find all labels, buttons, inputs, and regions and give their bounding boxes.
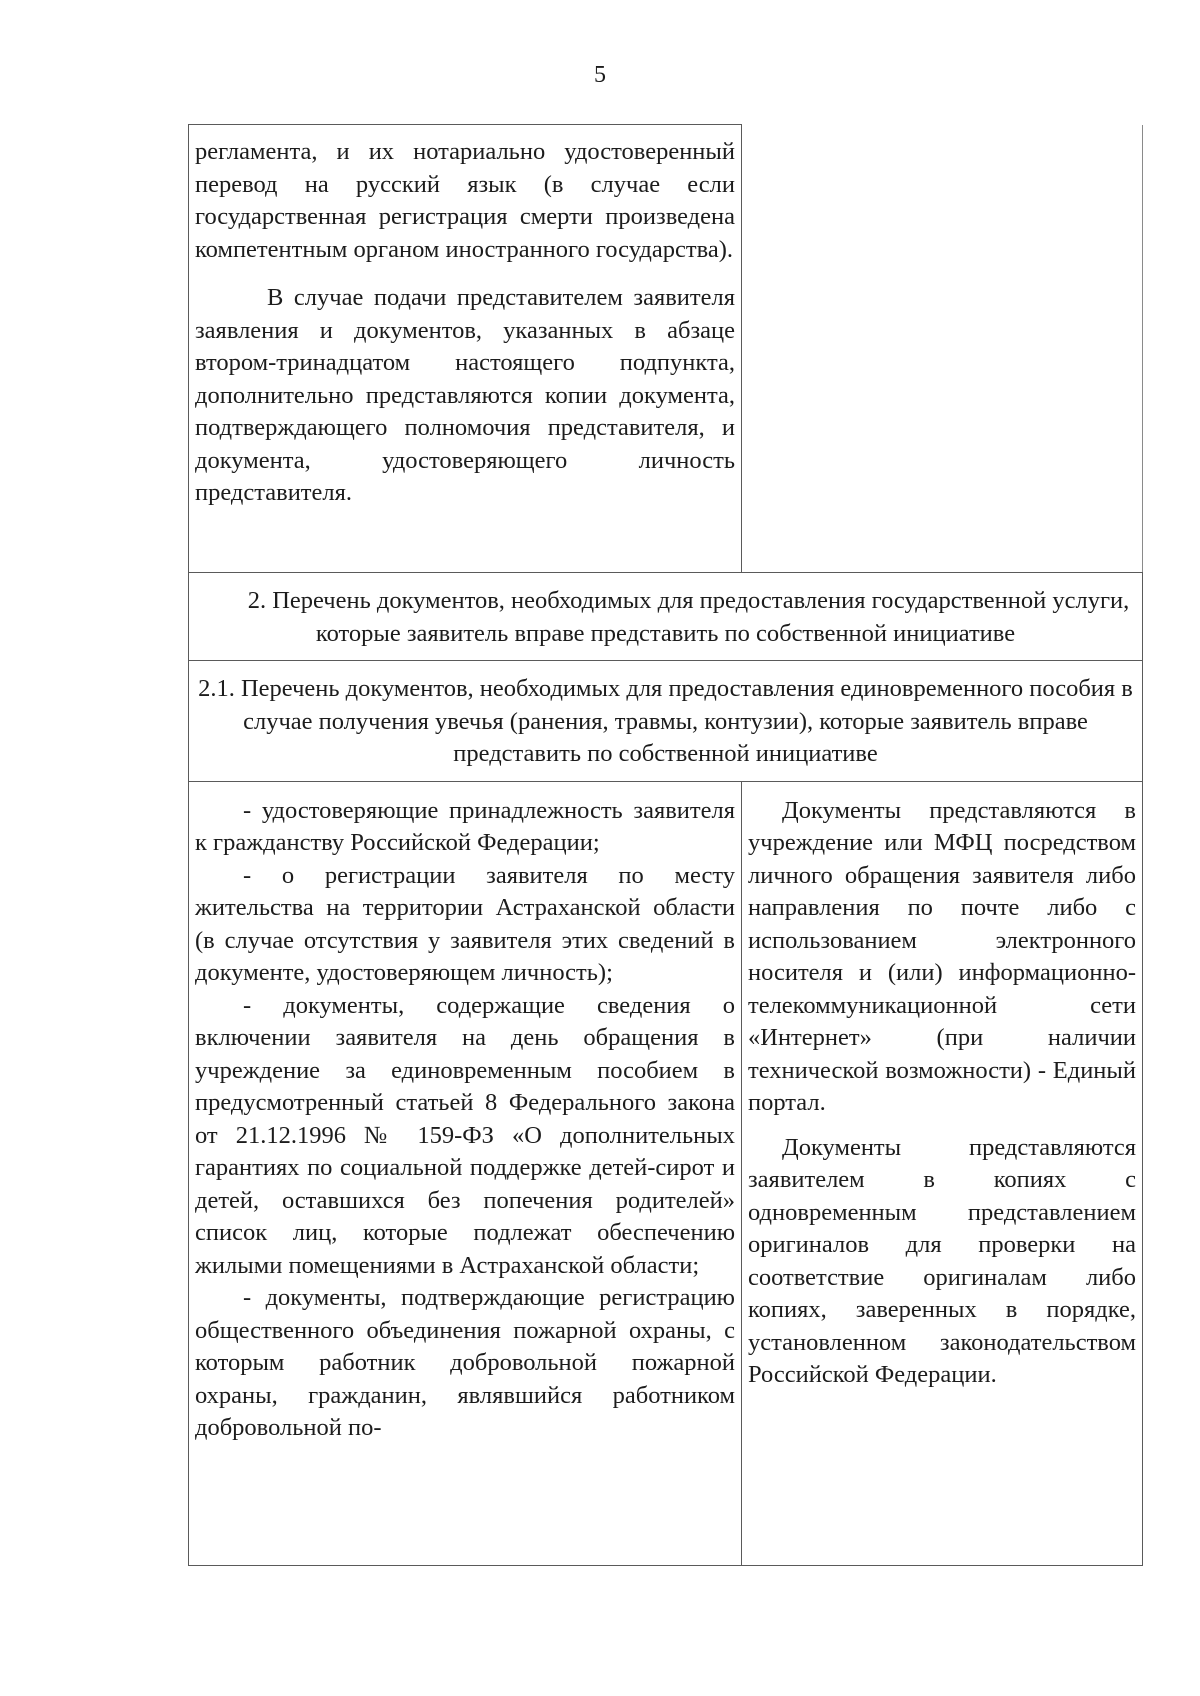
documents-list-cell (189, 781, 742, 1565)
table-row (189, 125, 1143, 573)
section-2-1-title: 2.1. Перечень документов, необходимых для предоставления единовременного пособия в случае получения увечья (ранения, травмы, контузии), которые заявитель вправе представить по собственной инициативе (198, 675, 1133, 767)
representative-documents-cell (189, 125, 742, 573)
services-document-table (188, 124, 1143, 1566)
list-item: - документы, содержащие сведения о включении заявителя на день обращения в учреждение за единовременным пособием в предусмотренный статьей 8 Федерального закона от 21.12.1996 № 159-ФЗ «О дополнительных гарантиях по социальной поддержке детей-сирот и детей, оставшихся без попечения родителей» список лиц, которые подлежат обеспечению жилыми помещениями в Астраханской области; (195, 991, 735, 1279)
list-item: - удостоверяющие принадлежность заявителя к гражданству Российской Федерации; (195, 796, 735, 856)
paragraph-translation: регламента, и их нотариально удостоверенный перевод на русский язык (в случае если государственная регистрация смерти произведена компетентным органом иностранного государства). (195, 138, 735, 263)
submission-note: Документы представляются заявителем в копиях с одновременным представлением оригиналов для проверки на соответствие оригиналам либо копиях, заверенных в порядке, установленном законодательством Российской Федерации. (748, 1133, 1136, 1388)
section-2-1-header (189, 661, 1143, 782)
section-2-title: 2. Перечень документов, необходимых для предоставления государственной услуги, которые заявитель вправе представить по собственной инициативе (247, 587, 1130, 647)
empty-cell (742, 125, 1143, 573)
section-2-header (189, 573, 1143, 661)
list-item: - о регистрации заявителя по месту жительства на территории Астраханской области (в случае отсутствия у заявителя этих сведений в документе, удостоверяющем личность); (195, 861, 735, 986)
submission-notes-cell (742, 781, 1143, 1565)
table-row (189, 781, 1143, 1565)
table-row (189, 573, 1143, 661)
paragraph-representative: В случае подачи представителем заявителя заявления и документов, указанных в абзаце втором-тринадцатом настоящего подпункта, дополнительно представляются копии документа, подтверждающего полномочия представителя, и документа, удостоверяющего личность представителя. (195, 284, 735, 506)
list-item: - документы, подтверждающие регистрацию общественного объединения пожарной охраны, с которым работник добровольной пожарной охраны, гражданин, являвшийся работником добровольной по- (195, 1284, 735, 1441)
submission-note: Документы представляются в учреждение или МФЦ посредством личного обращения заявителя либо направления по почте либо с использованием электронного носителя и (или) информационно-телекоммуникационной сети «Интернет» (при наличии технической возможности) - Единый портал. (748, 796, 1136, 1116)
page-number: 5 (594, 62, 606, 88)
table-row (189, 661, 1143, 782)
